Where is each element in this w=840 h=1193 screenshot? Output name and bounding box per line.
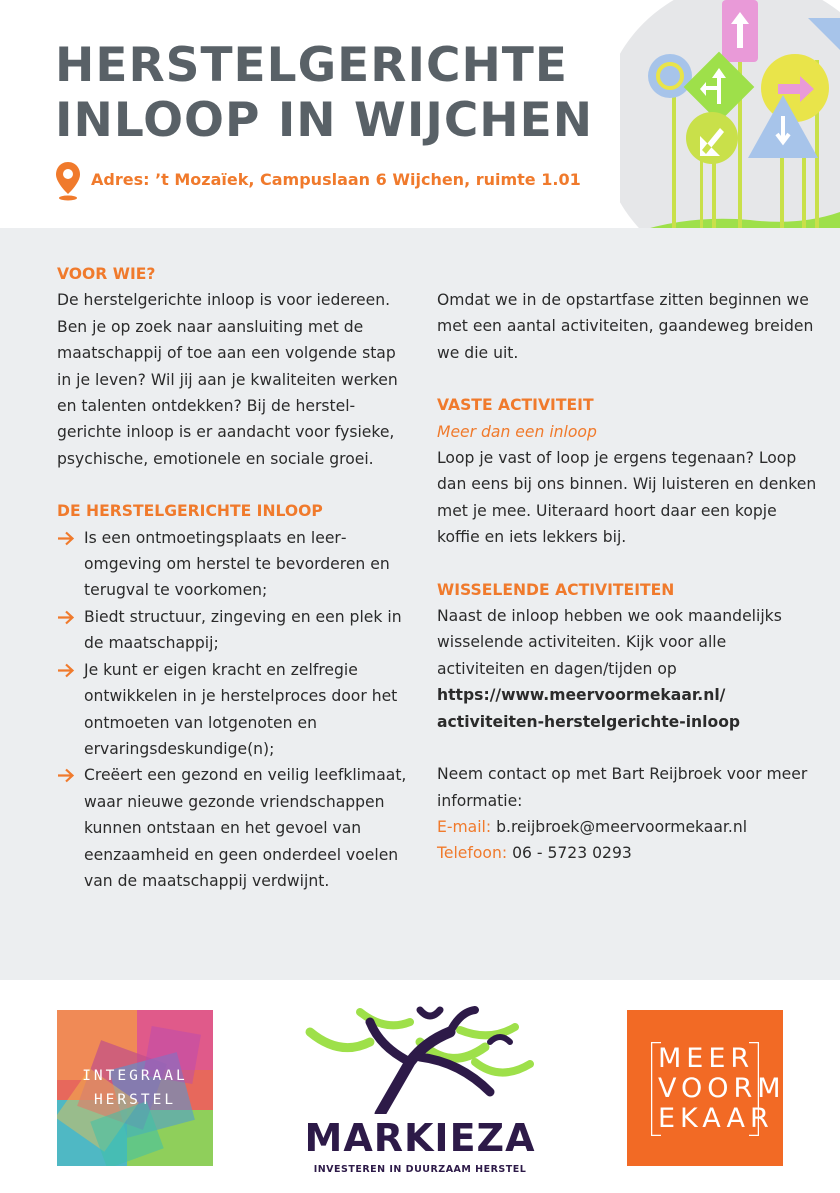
list-item [57, 762, 407, 894]
integraal-herstel-logo [57, 1010, 213, 1166]
title-line-1: HERSTELGERICHTE [55, 38, 568, 93]
integraal-herstel-line-1: INTEGRAAL [82, 1068, 188, 1084]
website-link-line-2[interactable]: activiteiten-herstelgerichte-inloop [437, 712, 741, 731]
bullet-text: Is een ontmoetingsplaats en leeromgeving om herstel te bevorderen en terugval te voorkomen; [84, 528, 390, 600]
spacer [437, 551, 817, 577]
header [0, 0, 840, 228]
location-pin-icon [55, 161, 81, 201]
integraal-herstel-line-2: HERSTEL [93, 1092, 177, 1108]
spacer [57, 472, 407, 498]
arrow-right-icon [57, 768, 75, 783]
page-title [55, 38, 593, 148]
vaste-activiteit-text: Loop je vast of loop je ergens tegenaan? Loop dan eens bij ons binnen. Wij luisteren en denken met je mee. Uiteraard hoort daar een kopje koffie en iets lekkers bij. [437, 449, 817, 547]
voor-wie-text: De herstelgerichte inloop is voor iedereen. Ben je op zoek naar aansluiting met de maatschappij of toe aan een volgende stap in je leven? Wil jij aan je kwaliteiten werken en talenten ontdekken? Bij de herstelgerichte inloop is er aandacht voor fysieke, psychische, emotionele en sociale groei. [57, 291, 398, 468]
title-line-2: INLOOP IN WIJCHEN [55, 93, 594, 148]
arrow-right-icon [57, 531, 75, 546]
vaste-activiteit-heading: VASTE ACTIVITEIT [437, 396, 594, 415]
bullet-text: Je kunt er eigen kracht en zelfregie ontwikkelen in je herstelproces door het ontmoeten van lotgenoten en ervaringsdeskundige(n); [84, 660, 398, 758]
inloop-bullet-list [57, 525, 407, 895]
vaste-activiteit-subheading: Meer dan een inloop [437, 422, 597, 441]
main-content [0, 228, 840, 980]
voor-wie-heading: VOOR WIE? [57, 265, 156, 283]
integraal-herstel-mosaic [57, 1010, 213, 1166]
phone-number[interactable]: 06 - 5723 0293 [512, 844, 632, 863]
intro-text: Omdat we in de opstartfase zitten beginnen we met een aantal activiteiten, gaandeweg breiden we die uit. [437, 291, 814, 362]
spacer [437, 366, 817, 392]
email-label: E-mail: [437, 817, 492, 836]
left-column [57, 261, 407, 894]
spacer [437, 735, 817, 761]
address: Adres: ’t Mozaïek, Campuslaan 6 Wijchen, ruimte 1.01 [91, 170, 581, 189]
wisselende-activiteiten-text: Naast de inloop hebben we ook maandelijks wisselende activiteiten. Kijk voor alle activiteiten en dagen/tijden op [437, 607, 782, 678]
arrow-right-icon [57, 610, 75, 625]
wisselende-activiteiten-heading: WISSELENDE ACTIVITEITEN [437, 580, 675, 599]
list-item [57, 525, 407, 604]
meer-voor-mekaar-line-1: MEER [658, 1043, 755, 1074]
arrow-right-icon [57, 663, 75, 678]
meer-voor-mekaar-line-2: VOORM [658, 1073, 786, 1104]
bullet-text: Biedt structuur, zingeving en een plek in de maatschappij; [84, 607, 402, 653]
right-column [437, 287, 817, 867]
inloop-heading: DE HERSTELGERICHTE INLOOP [57, 502, 323, 521]
list-item [57, 604, 407, 657]
markieza-logo [300, 1002, 540, 1175]
markieza-tagline: INVESTEREN IN DUURZAAM HERSTEL [313, 1164, 527, 1175]
contact-text: Neem contact op met Bart Reijbroek voor meer informatie: [437, 765, 808, 810]
meer-voor-mekaar-line-3: EKAAR [658, 1103, 774, 1134]
email-row [437, 814, 817, 840]
bullet-text: Creëert een gezond en veilig leefklimaat, waar nieuwe gezonde vriendschappen kunnen ontstaan en het gevoel van eenzaamheid en geen onderdeel voelen van de maatschappij verdwijnt. [84, 766, 407, 890]
meer-voor-mekaar-logo [627, 1010, 786, 1166]
phone-row [437, 840, 817, 866]
markieza-tree-icon [300, 1002, 540, 1114]
phone-label: Telefoon: [437, 844, 508, 863]
footer-logos [0, 980, 840, 1193]
website-link-line-1[interactable]: https://www.meervoormekaar.nl/ [437, 686, 726, 705]
list-item [57, 657, 407, 763]
email-address[interactable]: b.reijbroek@meervoormekaar.nl [496, 817, 748, 836]
markieza-wordmark: MARKIEZA [304, 1116, 536, 1160]
